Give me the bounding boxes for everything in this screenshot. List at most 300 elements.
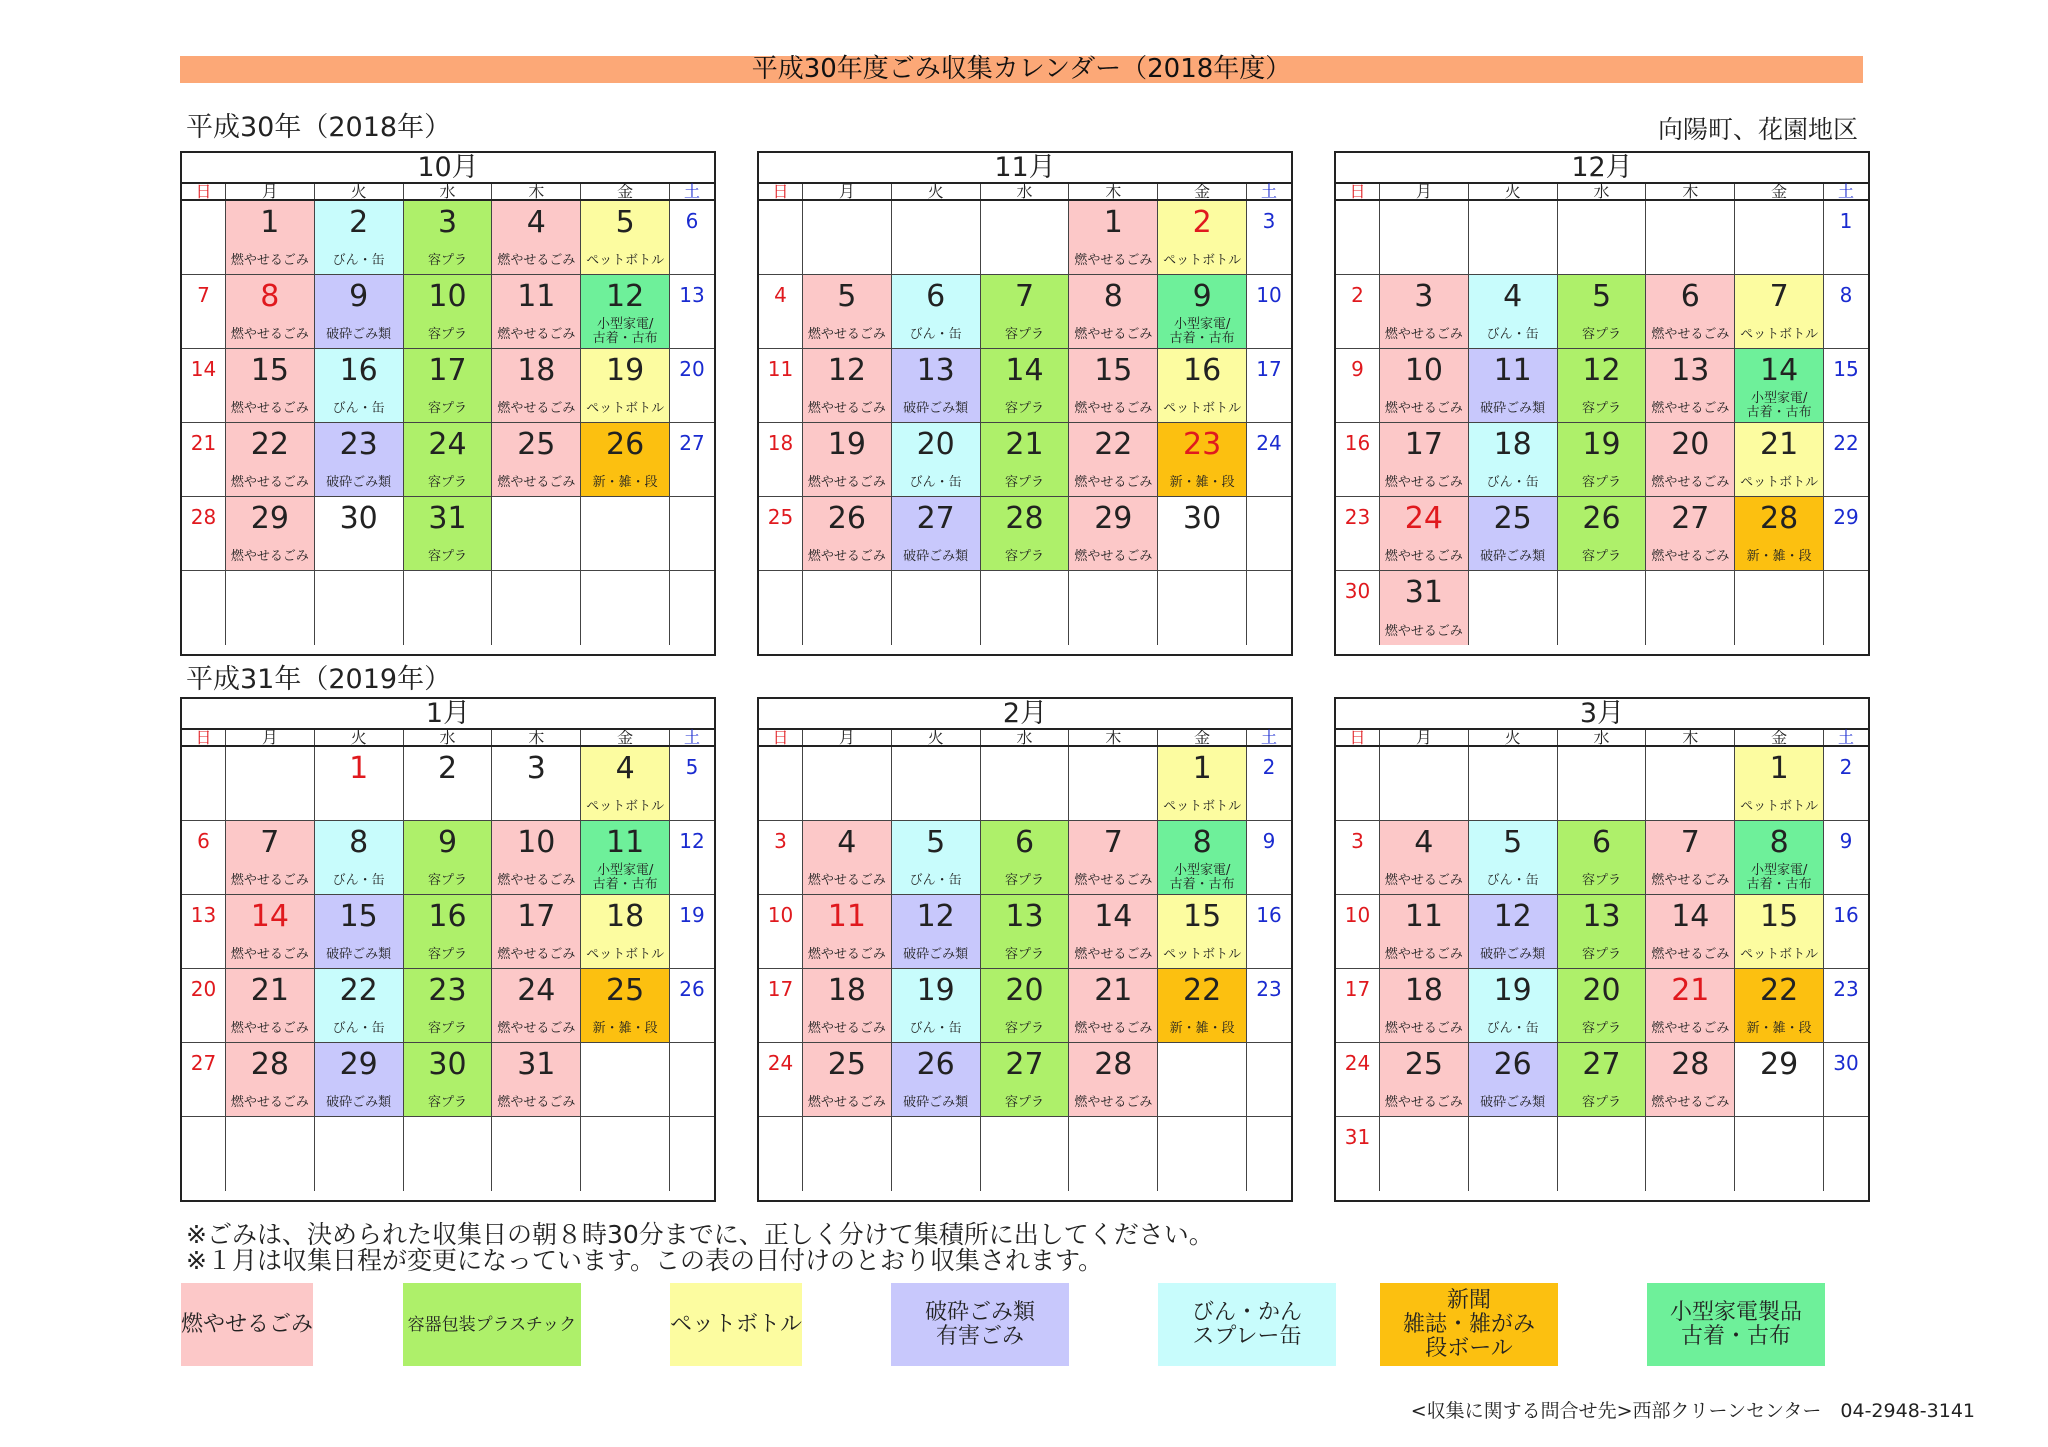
- collection-label: ペットボトル: [586, 253, 665, 268]
- day-number: 26: [827, 501, 866, 536]
- day-cell: [1646, 497, 1735, 570]
- collection-label: 新・雑・段: [1169, 475, 1235, 490]
- day-number: 24: [428, 427, 467, 462]
- month-title: 1月: [182, 699, 714, 730]
- day-number: 25: [767, 505, 794, 529]
- day-cell: [404, 821, 493, 894]
- day-number: 10: [1256, 283, 1282, 307]
- day-number: 26: [606, 427, 645, 462]
- day-cell: [981, 571, 1070, 645]
- day-number: 7: [1769, 279, 1789, 314]
- collection-label: 破砕ごみ類: [903, 1095, 969, 1110]
- day-cell: [1558, 571, 1647, 645]
- notes: [186, 1222, 1214, 1274]
- day-cell: [803, 201, 892, 274]
- day-number: 23: [428, 973, 467, 1008]
- day-number: 11: [1493, 353, 1532, 388]
- day-number: 18: [1493, 427, 1532, 462]
- day-number: 28: [1760, 501, 1799, 536]
- weekday-label: 金: [1158, 730, 1247, 745]
- day-cell: [226, 423, 315, 496]
- day-cell: [404, 895, 493, 968]
- day-number: 13: [1582, 899, 1621, 934]
- day-number: 8: [1192, 825, 1212, 860]
- day-cell: [182, 1117, 226, 1191]
- day-number: 1: [1839, 209, 1853, 233]
- collection-label: 燃やせるごみ: [230, 1021, 309, 1036]
- collection-label: 容プラ: [427, 1021, 467, 1036]
- day-number: 12: [1493, 899, 1532, 934]
- day-number: 2: [437, 751, 458, 786]
- day-number: 11: [517, 279, 556, 314]
- day-cell: [1558, 275, 1647, 348]
- day-cell: [1380, 423, 1469, 496]
- weekday-label: 土: [1261, 182, 1278, 201]
- day-number: 12: [606, 279, 645, 314]
- day-number: 7: [260, 825, 280, 860]
- day-cell: [1158, 1117, 1247, 1191]
- day-cell: [892, 571, 981, 645]
- day-number: 10: [1344, 903, 1371, 927]
- weekday-label: 日: [182, 184, 226, 199]
- day-number: 30: [1183, 501, 1222, 536]
- collection-label: 新・雑・段: [592, 1021, 658, 1036]
- day-cell: [315, 1117, 404, 1191]
- weekday-label: 水: [981, 184, 1070, 199]
- day-cell: [759, 821, 803, 894]
- collection-label: 燃やせるごみ: [497, 327, 576, 342]
- day-cell: [1247, 275, 1291, 348]
- collection-label: 破砕ごみ類: [903, 947, 969, 962]
- day-cell: [1380, 201, 1469, 274]
- day-cell: [1824, 571, 1868, 645]
- collection-label: 容プラ: [427, 475, 467, 490]
- day-number: 8: [1769, 825, 1789, 860]
- day-number: 17: [767, 977, 794, 1001]
- day-cell: [581, 821, 670, 894]
- collection-label: びん・缶: [909, 327, 962, 342]
- collection-label: 小型家電/ 古着・古布: [592, 317, 658, 346]
- collection-label: びん・缶: [332, 401, 385, 416]
- day-cell: [1158, 275, 1247, 348]
- day-cell: [1558, 821, 1647, 894]
- day-cell: [670, 497, 714, 570]
- day-number: 14: [1094, 899, 1133, 934]
- day-cell: [892, 423, 981, 496]
- week-row: [1336, 497, 1868, 571]
- week-row: [759, 571, 1291, 645]
- day-number: 17: [1404, 427, 1443, 462]
- day-number: 3: [774, 829, 787, 853]
- day-cell: [759, 1117, 803, 1191]
- day-cell: [1469, 571, 1558, 645]
- collection-label: 新・雑・段: [1746, 1021, 1812, 1036]
- collection-label: 破砕ごみ類: [326, 947, 392, 962]
- day-cell: [1069, 969, 1158, 1042]
- day-number: 26: [1493, 1047, 1532, 1082]
- day-number: 17: [517, 899, 556, 934]
- day-cell: [492, 275, 581, 348]
- day-number: 17: [1344, 977, 1371, 1001]
- collection-label: びん・缶: [332, 1021, 385, 1036]
- collection-label: 燃やせるごみ: [807, 327, 886, 342]
- day-cell: [892, 969, 981, 1042]
- collection-label: ペットボトル: [1740, 327, 1819, 342]
- day-number: 15: [1833, 357, 1859, 381]
- collection-label: 小型家電/ 古着・古布: [1169, 317, 1235, 346]
- day-cell: [226, 747, 315, 820]
- collection-label: 新・雑・段: [1746, 549, 1812, 564]
- legend-shinbun: 新聞 雑誌・雑がみ 段ボール: [1380, 1283, 1558, 1366]
- collection-label: 燃やせるごみ: [1384, 1021, 1463, 1036]
- collection-label: 破砕ごみ類: [903, 549, 969, 564]
- collection-label: ペットボトル: [1163, 799, 1242, 814]
- day-cell: [1558, 349, 1647, 422]
- day-cell: [892, 497, 981, 570]
- day-cell: [759, 201, 803, 274]
- collection-label: 新・雑・段: [592, 475, 658, 490]
- day-cell: [1469, 497, 1558, 570]
- day-cell: [1824, 275, 1868, 348]
- day-cell: [1069, 275, 1158, 348]
- day-cell: [1380, 969, 1469, 1042]
- week-row: [1336, 349, 1868, 423]
- day-number: 4: [837, 825, 857, 860]
- collection-label: びん・缶: [909, 873, 962, 888]
- collection-label: 燃やせるごみ: [230, 253, 309, 268]
- day-number: 13: [1005, 899, 1044, 934]
- week-row: [182, 821, 714, 895]
- day-number: 1: [1769, 751, 1789, 786]
- collection-label: 小型家電/ 古着・古布: [1746, 391, 1812, 420]
- day-cell: [182, 1043, 226, 1116]
- month-calendar: [180, 151, 716, 656]
- day-number: 22: [1760, 973, 1799, 1008]
- day-cell: [1646, 895, 1735, 968]
- day-cell: [1336, 201, 1380, 274]
- week-row: [759, 201, 1291, 275]
- day-number: 16: [428, 899, 467, 934]
- day-cell: [1469, 1117, 1558, 1191]
- day-number: 19: [827, 427, 866, 462]
- day-cell: [1336, 969, 1380, 1042]
- day-cell: [404, 1117, 493, 1191]
- day-cell: [759, 497, 803, 570]
- weekday-label: 土: [1261, 728, 1278, 747]
- day-cell: [981, 821, 1070, 894]
- day-cell: [182, 349, 226, 422]
- weekday-header: [759, 730, 1291, 747]
- day-cell: [1158, 821, 1247, 894]
- day-number: 26: [1582, 501, 1621, 536]
- day-cell: [315, 895, 404, 968]
- day-number: 9: [349, 279, 369, 314]
- week-row: [759, 969, 1291, 1043]
- day-number: 11: [1404, 899, 1443, 934]
- day-cell: [670, 1043, 714, 1116]
- day-cell: [315, 821, 404, 894]
- day-number: 2: [1262, 755, 1276, 779]
- day-number: 9: [437, 825, 458, 860]
- week-row: [1336, 969, 1868, 1043]
- day-cell: [1247, 747, 1291, 820]
- weekday-label: 火: [892, 184, 981, 199]
- week-row: [1336, 275, 1868, 349]
- day-number: 4: [1503, 279, 1523, 314]
- day-cell: [892, 1117, 981, 1191]
- weekday-label: 木: [1069, 730, 1158, 745]
- day-number: 18: [606, 899, 645, 934]
- collection-label: びん・缶: [1486, 475, 1539, 490]
- day-cell: [581, 349, 670, 422]
- day-cell: [1824, 423, 1868, 496]
- day-cell: [581, 1117, 670, 1191]
- day-cell: [759, 275, 803, 348]
- day-cell: [492, 349, 581, 422]
- day-number: 30: [428, 1047, 467, 1082]
- day-number: 22: [339, 973, 378, 1008]
- day-cell: [1069, 201, 1158, 274]
- week-row: [182, 747, 714, 821]
- day-cell: [892, 275, 981, 348]
- weekday-header: [182, 730, 714, 747]
- day-number: 21: [190, 431, 217, 455]
- day-number: 19: [606, 353, 645, 388]
- day-cell: [226, 969, 315, 1042]
- day-number: 10: [1404, 353, 1443, 388]
- collection-label: 燃やせるごみ: [1384, 549, 1463, 564]
- collection-label: 燃やせるごみ: [497, 947, 576, 962]
- collection-label: ペットボトル: [586, 799, 665, 814]
- day-cell: [404, 349, 493, 422]
- day-cell: [492, 747, 581, 820]
- day-cell: [759, 423, 803, 496]
- weekday-label: 日: [759, 730, 803, 745]
- collection-label: 容プラ: [1581, 1021, 1621, 1036]
- collection-label: 燃やせるごみ: [1384, 947, 1463, 962]
- day-number: 6: [197, 829, 210, 853]
- week-row: [1336, 895, 1868, 969]
- day-cell: [182, 423, 226, 496]
- day-cell: [404, 497, 493, 570]
- collection-label: 小型家電/ 古着・古布: [1746, 863, 1812, 892]
- month-calendar: [757, 697, 1293, 1202]
- collection-label: 燃やせるごみ: [497, 1021, 576, 1036]
- day-number: 20: [1582, 973, 1621, 1008]
- collection-label: 燃やせるごみ: [1384, 873, 1463, 888]
- collection-label: 燃やせるごみ: [1651, 947, 1730, 962]
- week-row: [182, 349, 714, 423]
- day-cell: [981, 497, 1070, 570]
- legend-moeru: 燃やせるごみ: [181, 1283, 313, 1366]
- day-cell: [492, 821, 581, 894]
- day-cell: [581, 895, 670, 968]
- collection-label: 小型家電/ 古着・古布: [1169, 863, 1235, 892]
- day-number: 3: [437, 205, 458, 240]
- day-cell: [581, 969, 670, 1042]
- day-number: 7: [1680, 825, 1700, 860]
- month-title: 12月: [1336, 153, 1868, 184]
- day-number: 20: [1005, 973, 1044, 1008]
- day-number: 31: [1404, 575, 1443, 610]
- day-cell: [1469, 969, 1558, 1042]
- day-cell: [1558, 1043, 1647, 1116]
- collection-label: 破砕ごみ類: [1480, 947, 1546, 962]
- collection-label: 燃やせるごみ: [1384, 327, 1463, 342]
- weekday-label: 土: [1838, 728, 1855, 747]
- weekday-label: 月: [1380, 184, 1469, 199]
- day-cell: [803, 349, 892, 422]
- day-number: 24: [1256, 431, 1282, 455]
- day-cell: [1735, 747, 1824, 820]
- day-cell: [892, 1043, 981, 1116]
- day-number: 17: [1256, 357, 1282, 381]
- collection-label: 燃やせるごみ: [230, 873, 309, 888]
- weekday-label: 水: [981, 730, 1070, 745]
- day-cell: [404, 275, 493, 348]
- day-cell: [492, 497, 581, 570]
- weekday-header: [182, 184, 714, 201]
- day-cell: [1069, 1117, 1158, 1191]
- day-number: 12: [1582, 353, 1621, 388]
- collection-label: 燃やせるごみ: [807, 401, 886, 416]
- day-number: 13: [1671, 353, 1710, 388]
- collection-label: 燃やせるごみ: [1384, 401, 1463, 416]
- day-cell: [315, 423, 404, 496]
- day-number: 27: [1671, 501, 1710, 536]
- day-number: 5: [1591, 279, 1612, 314]
- collection-label: 燃やせるごみ: [1651, 549, 1730, 564]
- day-number: 21: [1094, 973, 1133, 1008]
- legend-yopura: 容器包装プラスチック: [403, 1283, 581, 1366]
- day-cell: [182, 895, 226, 968]
- week-row: [1336, 1043, 1868, 1117]
- day-cell: [581, 497, 670, 570]
- day-cell: [1380, 821, 1469, 894]
- day-cell: [1158, 349, 1247, 422]
- collection-label: 燃やせるごみ: [1074, 1095, 1153, 1110]
- day-number: 27: [190, 1051, 217, 1075]
- day-number: 18: [1404, 973, 1443, 1008]
- day-number: 9: [1262, 829, 1276, 853]
- day-cell: [1824, 497, 1868, 570]
- collection-label: 容プラ: [1581, 475, 1621, 490]
- day-number: 22: [1833, 431, 1859, 455]
- day-cell: [892, 349, 981, 422]
- day-number: 25: [1404, 1047, 1443, 1082]
- week-row: [182, 201, 714, 275]
- collection-label: 燃やせるごみ: [807, 1095, 886, 1110]
- week-row: [182, 423, 714, 497]
- day-cell: [1469, 201, 1558, 274]
- day-cell: [803, 747, 892, 820]
- day-cell: [803, 275, 892, 348]
- day-cell: [670, 275, 714, 348]
- day-cell: [1469, 423, 1558, 496]
- day-cell: [492, 423, 581, 496]
- collection-label: 容プラ: [427, 401, 467, 416]
- day-cell: [670, 747, 714, 820]
- weekday-label: 木: [492, 184, 581, 199]
- collection-label: 容プラ: [427, 873, 467, 888]
- day-number: 7: [197, 283, 210, 307]
- day-number: 3: [1262, 209, 1276, 233]
- collection-label: ペットボトル: [1740, 947, 1819, 962]
- day-cell: [1735, 423, 1824, 496]
- weekday-label: 金: [1735, 730, 1824, 745]
- day-number: 21: [1671, 973, 1710, 1008]
- day-cell: [1336, 423, 1380, 496]
- day-number: 8: [1839, 283, 1853, 307]
- day-cell: [1646, 747, 1735, 820]
- weekday-label: 月: [226, 184, 315, 199]
- collection-label: 燃やせるごみ: [1651, 475, 1730, 490]
- day-cell: [581, 571, 670, 645]
- collection-label: 容プラ: [427, 253, 467, 268]
- weekday-label: 金: [581, 184, 670, 199]
- day-cell: [315, 349, 404, 422]
- day-number: 9: [1192, 279, 1212, 314]
- day-number: 31: [1344, 1125, 1371, 1149]
- day-cell: [1469, 349, 1558, 422]
- day-cell: [1336, 1117, 1380, 1191]
- weekday-label: 土: [1838, 182, 1855, 201]
- collection-label: ペットボトル: [1163, 401, 1242, 416]
- day-cell: [892, 821, 981, 894]
- weekday-label: 月: [803, 184, 892, 199]
- day-cell: [1646, 423, 1735, 496]
- day-cell: [1247, 571, 1291, 645]
- day-cell: [759, 895, 803, 968]
- day-number: 2: [349, 205, 369, 240]
- week-row: [759, 349, 1291, 423]
- day-cell: [1336, 895, 1380, 968]
- day-cell: [981, 969, 1070, 1042]
- weekday-label: 金: [581, 730, 670, 745]
- day-number: 11: [827, 899, 866, 934]
- day-cell: [404, 201, 493, 274]
- day-cell: [1069, 747, 1158, 820]
- collection-label: 容プラ: [427, 1095, 467, 1110]
- day-cell: [1380, 747, 1469, 820]
- day-number: 7: [1014, 279, 1035, 314]
- day-number: 7: [1103, 825, 1123, 860]
- collection-label: 容プラ: [1004, 401, 1044, 416]
- day-number: 6: [685, 209, 699, 233]
- day-cell: [1336, 1043, 1380, 1116]
- day-cell: [404, 969, 493, 1042]
- day-cell: [670, 895, 714, 968]
- day-number: 21: [250, 973, 289, 1008]
- day-number: 22: [250, 427, 289, 462]
- day-cell: [1558, 895, 1647, 968]
- day-number: 15: [1094, 353, 1133, 388]
- week-row: [1336, 747, 1868, 821]
- day-cell: [1247, 895, 1291, 968]
- collection-label: びん・缶: [909, 1021, 962, 1036]
- day-number: 30: [339, 501, 378, 536]
- week-row: [182, 1043, 714, 1117]
- day-number: 9: [1351, 357, 1364, 381]
- day-cell: [226, 275, 315, 348]
- collection-label: 容プラ: [1581, 947, 1621, 962]
- page-title: 平成30年度ごみ収集カレンダー（2018年度）: [180, 56, 1863, 83]
- day-number: 6: [1591, 825, 1612, 860]
- day-number: 12: [827, 353, 866, 388]
- day-number: 29: [339, 1047, 378, 1082]
- day-number: 15: [1760, 899, 1799, 934]
- day-number: 17: [428, 353, 467, 388]
